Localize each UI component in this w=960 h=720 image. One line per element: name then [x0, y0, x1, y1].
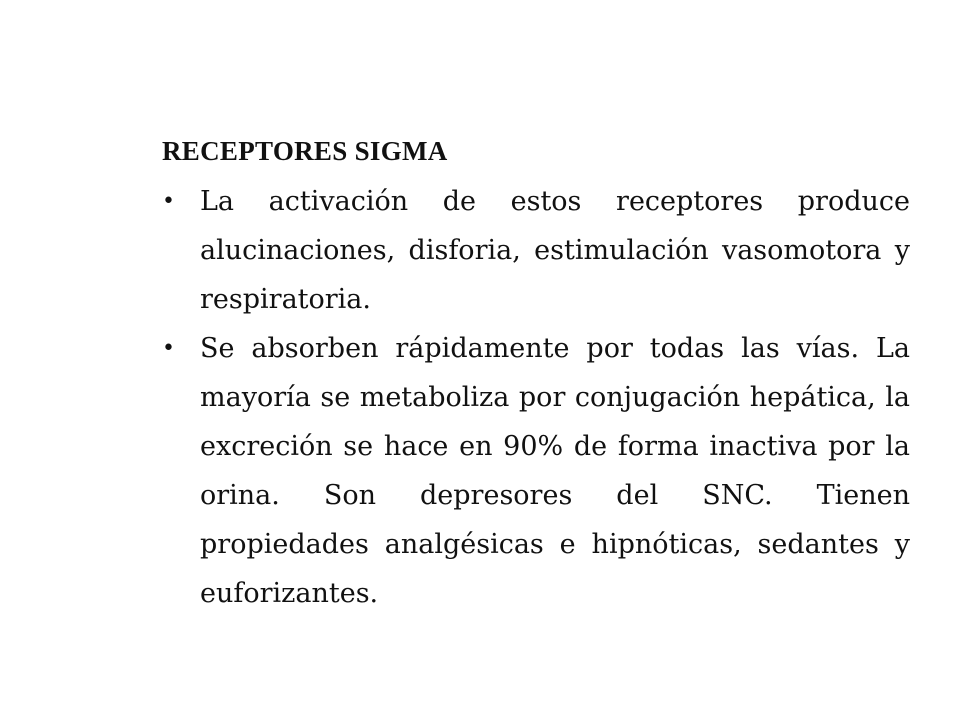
bullet-text: La activación de estos receptores produce alucinaciones, disforia, estimulación vasomotora y respiratoria. — [200, 186, 910, 315]
bullet-item — [162, 324, 910, 618]
slide-heading: RECEPTORES SIGMA — [162, 136, 448, 166]
bullet-list — [162, 177, 910, 618]
bullet-item — [162, 177, 910, 324]
bullet-icon: • — [162, 189, 175, 214]
bullet-text: Se absorben rápidamente por todas las vías. La mayoría se metaboliza por conjugación hepática, la excreción se hace en 90% de forma inactiva por la orina. Son depresores del SNC. Tienen propiedades analgésicas e hipnóticas, sedantes y euforizantes. — [200, 333, 910, 609]
bullet-icon: • — [162, 336, 175, 361]
slide-content — [162, 125, 910, 618]
